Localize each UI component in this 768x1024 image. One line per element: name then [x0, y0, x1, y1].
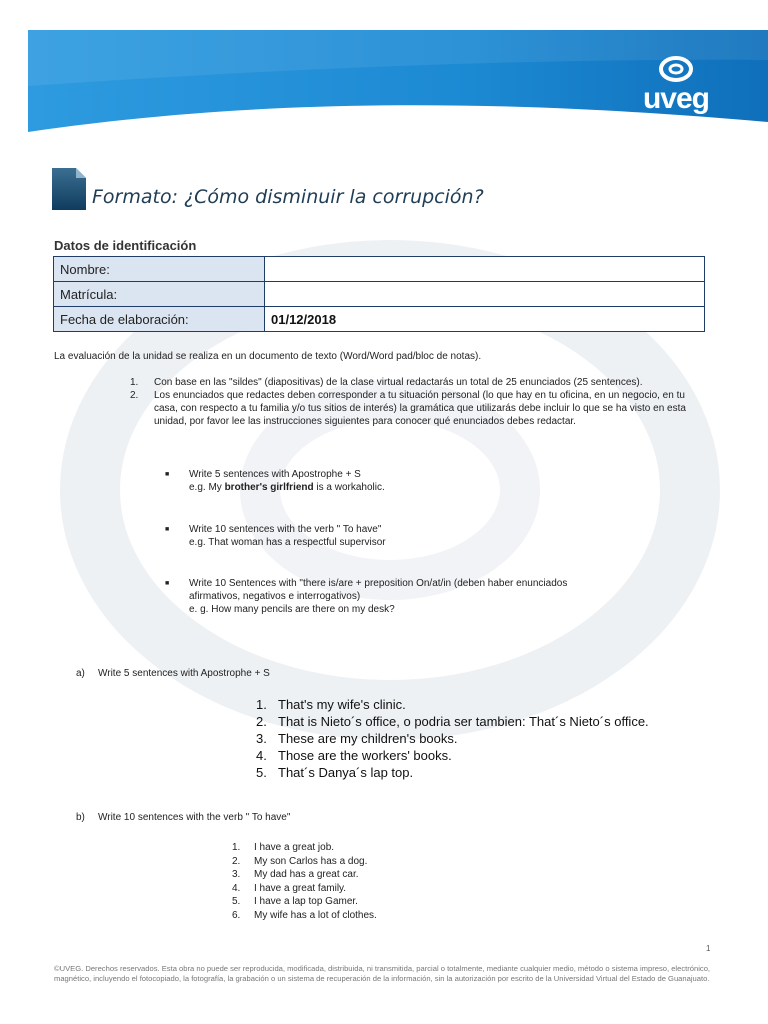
item-number: 1.	[130, 377, 139, 388]
document-icon	[52, 168, 86, 210]
page-title: Formato: ¿Cómo disminuir la corrupción?	[92, 186, 484, 208]
item-text: That is Nieto´s office, o podria ser tambien: That´s Nieto´s office.	[278, 714, 649, 729]
item-text: I have a lap top Gamer.	[254, 896, 358, 907]
list-item: 1. I have a great job.	[232, 842, 335, 853]
bullet-example	[189, 481, 385, 494]
list-item	[130, 376, 705, 389]
item-text: These are my children's books.	[278, 731, 458, 746]
logo-wordmark: uveg	[642, 82, 710, 115]
list-item: 5. That´s Danya´s lap top.	[256, 765, 414, 780]
table-row	[54, 282, 705, 307]
item-text: I have a great family.	[254, 882, 347, 894]
section-text: Write 10 sentences with the verb " To have"	[98, 812, 291, 823]
date-label: Fecha de elaboración:	[54, 307, 265, 332]
uveg-logo	[636, 50, 726, 125]
intro-text: La evaluación de la unidad se realiza en un documento de texto (Word/Word pad/bloc de notas).	[54, 351, 482, 362]
table-row	[54, 307, 705, 332]
copyright-footer: ©UVEG. Derechos reservados. Esta obra no puede ser reproducida, modificada, distribuida, ni transmitida, parcial o totalmente, mediante cualquier medio, método o sistema impreso, electrónico, magnético, incluyendo el fotocopiado, la fotografía, la grabación o un sistema de recuperación de la información, sin la autorización por escrito de la Universidad Virtual del Estado de Guanajuato.	[54, 964, 711, 983]
item-text: Those are the workers' books.	[278, 748, 452, 763]
name-label: Nombre:	[54, 257, 265, 282]
list-item: 2. That is Nieto´s office, o podria ser tambien: That´s Nieto´s office.	[256, 714, 649, 729]
list-item: 4. I have a great family.	[232, 882, 347, 894]
bullet-text: Write 10 Sentences with "there is/are + preposition On/at/in (deben haber enunciados	[189, 578, 568, 589]
bullet-marker: ■	[165, 580, 170, 587]
bullet-text: Write 5 sentences with Apostrophe + S	[189, 469, 361, 480]
id-number-label: Matrícula:	[54, 282, 265, 307]
item-number: 2.	[130, 390, 139, 401]
list-item: 2. My son Carlos has a dog.	[232, 855, 368, 867]
section-text: Write 5 sentences with Apostrophe + S	[98, 668, 270, 679]
list-item: 4. Those are the workers' books.	[256, 748, 452, 763]
title-row	[52, 166, 712, 216]
bullet-marker: ■	[165, 471, 170, 478]
id-number-field[interactable]	[265, 282, 705, 307]
instructions-list	[130, 376, 705, 428]
item-text: My dad has a great car.	[254, 869, 359, 880]
list-item: 1. That's my wife's clinic.	[256, 697, 406, 712]
section-letter: b)	[76, 812, 85, 823]
example-text: e.g. My	[189, 482, 225, 493]
list-item: 6. My wife has a lot of clothes.	[232, 909, 377, 921]
date-field[interactable]: 01/12/2018	[265, 307, 705, 332]
list-item: 3. These are my children's books.	[256, 731, 458, 746]
example-text: is a workaholic.	[313, 482, 385, 493]
item-text: Los enunciados que redactes deben corresponder a tu situación personal (lo que hay en tu oficina, en un negocio, en tu casa, con respecto a tu familia y/o tus sitios de interés) la gramática que utilizarás debe incluir lo que se ha visto en esta unidad, por favor lee las instrucciones siguientes para conocer qué enunciados debes redactar.	[154, 390, 686, 427]
item-text: My wife has a lot of clothes.	[254, 909, 377, 921]
answers-list-b	[232, 841, 377, 922]
bullet-example: e. g. How many pencils are there on my desk?	[189, 604, 395, 615]
bullet-text-continued: afirmativos, negativos e interrogativos)	[189, 591, 361, 602]
item-text: Con base en las "sildes" (diapositivas) de la clase virtual redactarás un total de 25 enunciados (25 sentences).	[154, 377, 643, 388]
table-row	[54, 257, 705, 282]
bullet-example: e.g. That woman has a respectful supervisor	[189, 537, 386, 548]
item-text: My son Carlos has a dog.	[254, 855, 368, 867]
example-bold-text: brother's girlfriend	[224, 482, 314, 493]
list-item	[130, 389, 705, 428]
name-field[interactable]	[265, 257, 705, 282]
bullet-marker: ■	[165, 526, 170, 533]
list-item: 5. I have a lap top Gamer.	[232, 896, 358, 907]
list-item: 3. My dad has a great car.	[232, 869, 359, 880]
item-text: I have a great job.	[254, 842, 335, 853]
answers-list-a	[256, 696, 649, 781]
item-text: That´s Danya´s lap top.	[278, 765, 414, 780]
identification-table	[53, 256, 705, 332]
bullet-text: Write 10 sentences with the verb " To have"	[189, 524, 382, 535]
identification-heading: Datos de identificación	[54, 238, 197, 253]
item-text: That's my wife's clinic.	[278, 697, 406, 712]
page-number: 1	[706, 944, 711, 953]
section-letter: a)	[76, 668, 85, 679]
